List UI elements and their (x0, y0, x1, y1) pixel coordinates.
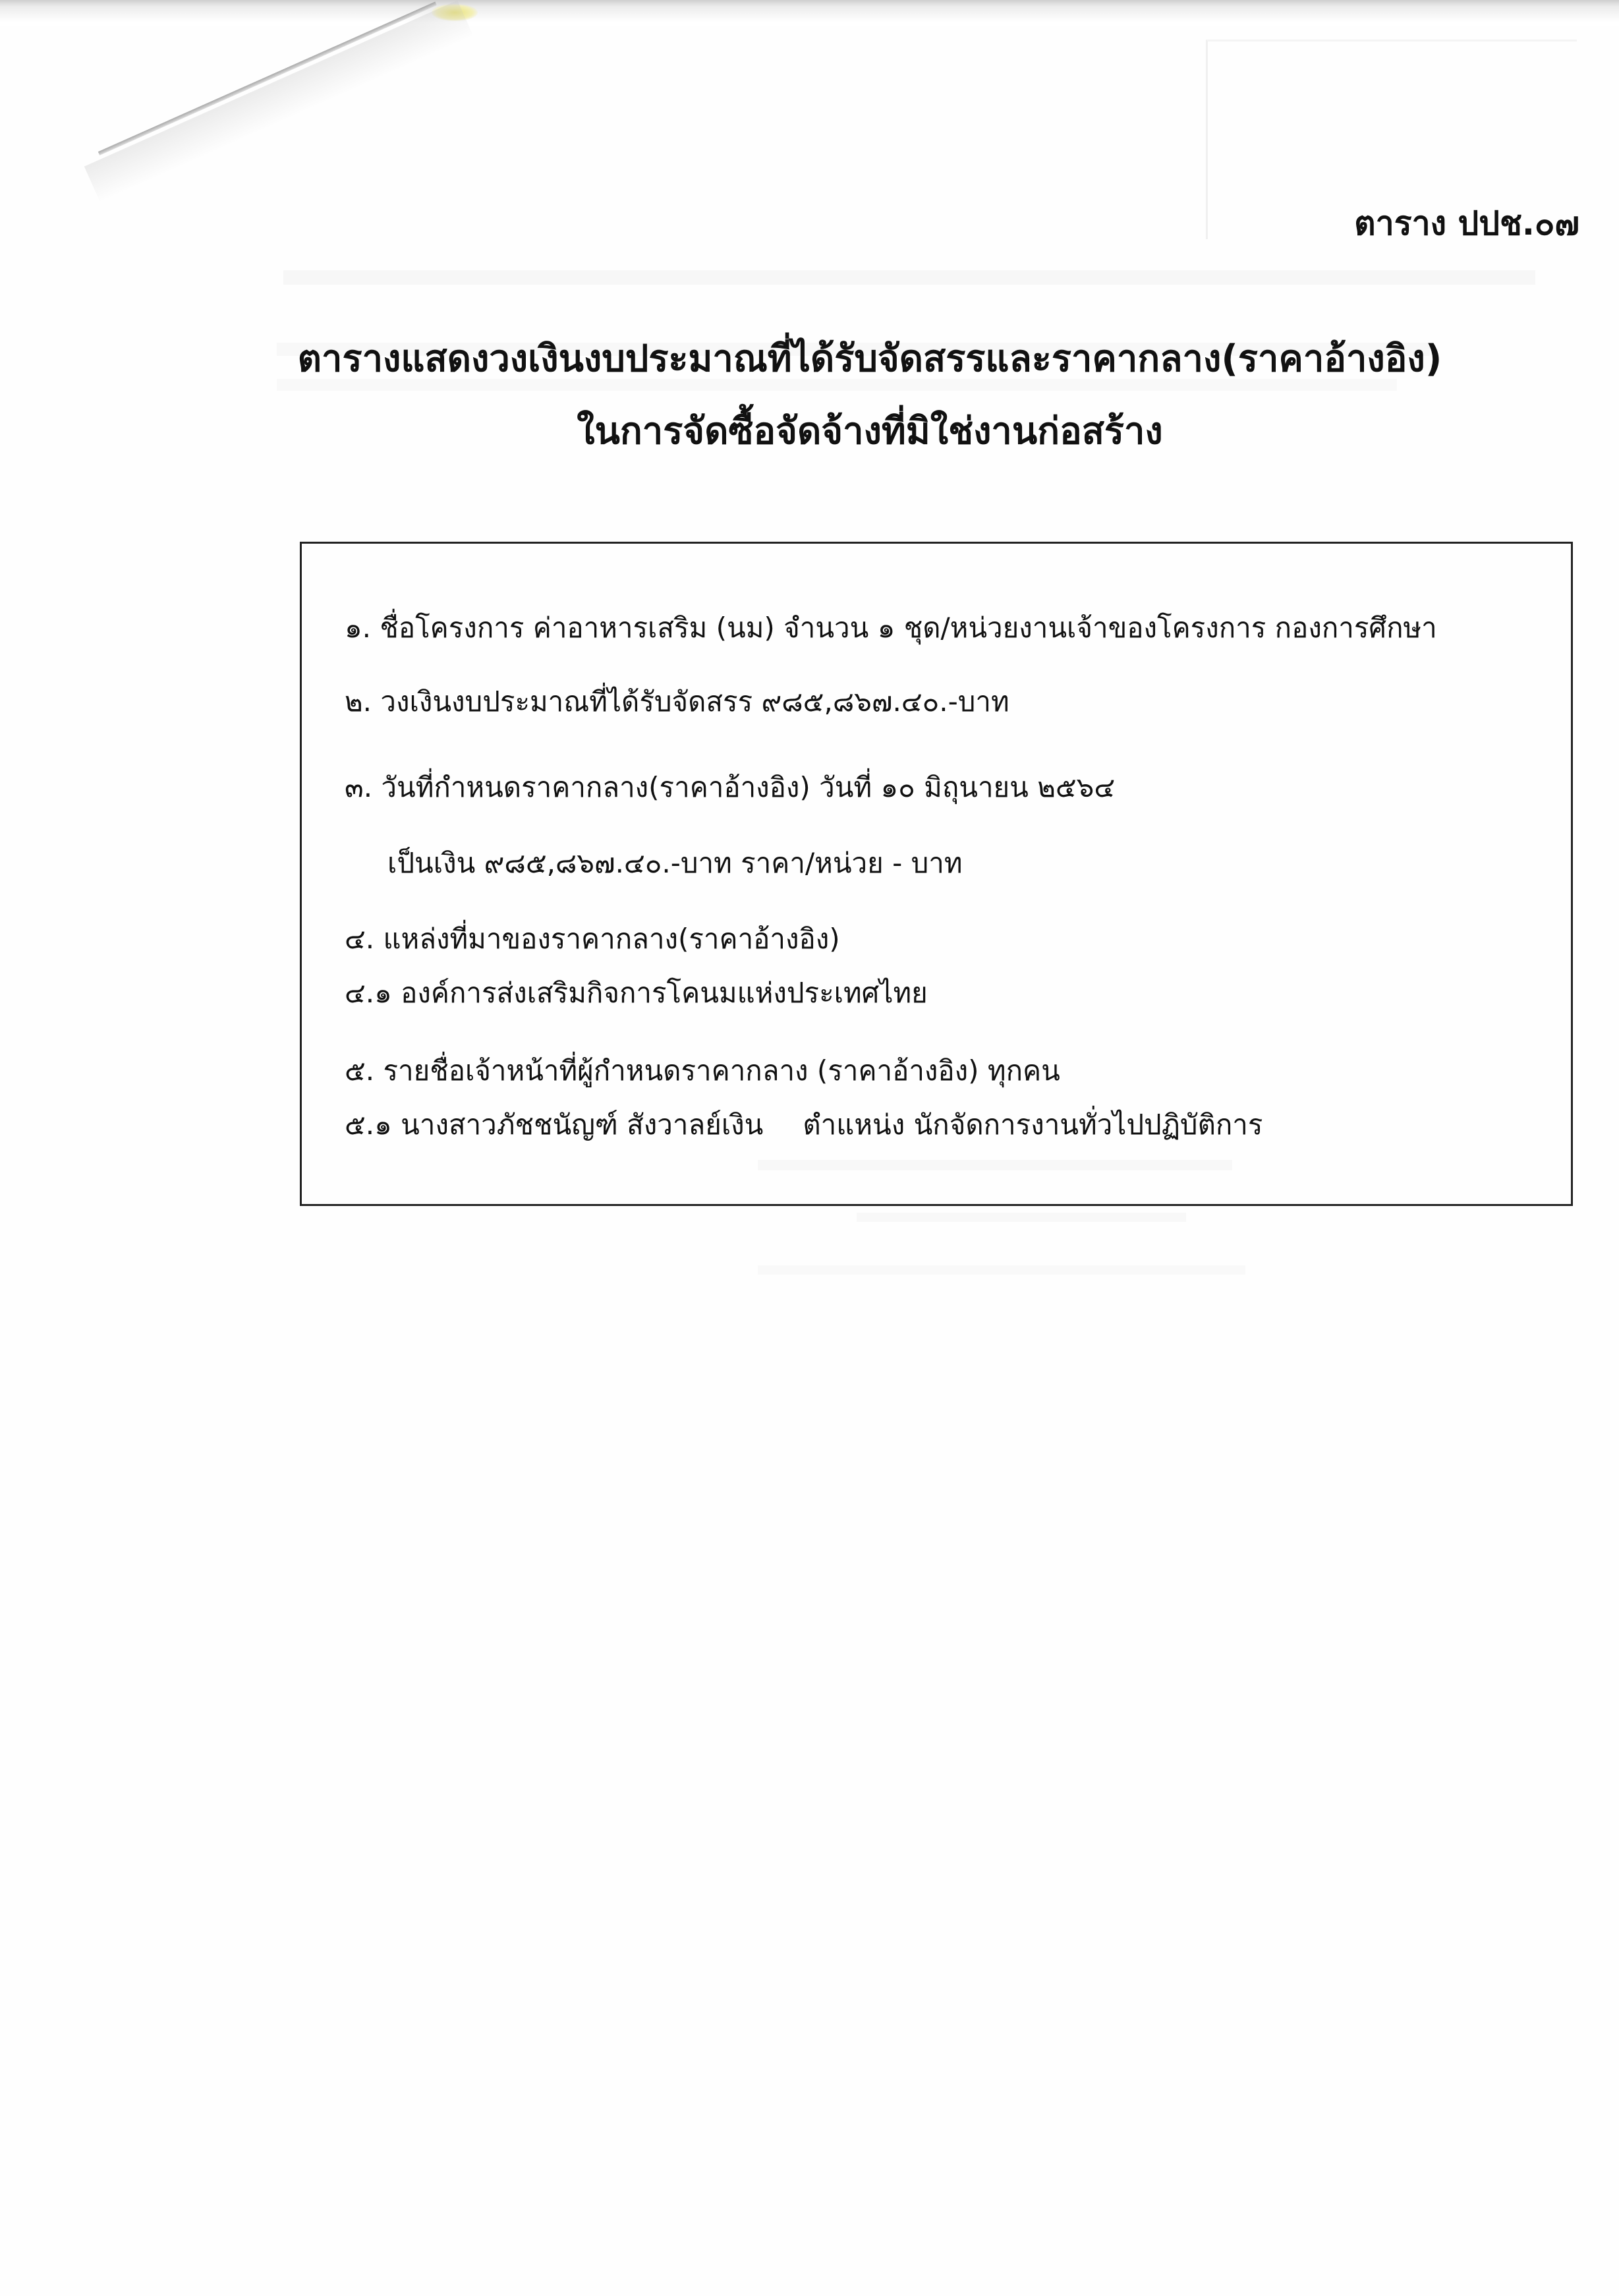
item-1-project-name: ๑. ชื่อโครงการ ค่าอาหารเสริม (นม) จำนวน ๑ ชุด/หน่วยงานเจ้าของโครงการ กองการศึกษา (345, 612, 1437, 644)
item-2-budget: ๒. วงเงินงบประมาณที่ได้รับจัดสรร ๙๘๕,๘๖๗.๔๐.-บาท (345, 685, 1009, 718)
officer-name: ๕.๑ นางสาวภัชชนัญฑ์ สังวาลย์เงิน (345, 1108, 764, 1141)
officer-position: ตำแหน่ง นักจัดการงานทั่วไปปฏิบัติการ (803, 1108, 1263, 1141)
item-3-amount-detail: เป็นเงิน ๙๘๕,๘๖๗.๔๐.-บาท ราคา/หน่วย - บาท (387, 847, 963, 879)
bleed-through-block (857, 1213, 1186, 1222)
bleed-through-block (283, 270, 1535, 285)
title-line-1: ตารางแสดงวงเงินงบประมาณที่ได้รับจัดสรรและราคากลาง(ราคาอ้างอิง) (297, 337, 1442, 380)
paper-fold-shadow (84, 0, 474, 202)
scan-top-edge (0, 0, 1619, 26)
form-code: ตาราง ปปช.๐๗ (1354, 204, 1579, 243)
bleed-through-block (758, 1265, 1245, 1275)
item-3-reference-date: ๓. วันที่กำหนดราคากลาง(ราคาอ้างอิง) วันที่ ๑๐ มิถุนายน ๒๕๖๔ (345, 771, 1116, 803)
item-5-officer-list: ๕. รายชื่อเจ้าหน้าที่ผู้กำหนดราคากลาง (ราคาอ้างอิง) ทุกคน (345, 1054, 1060, 1087)
item-4-1-source-org: ๔.๑ องค์การส่งเสริมกิจการโคนมแห่งประเทศไทย (345, 977, 928, 1009)
document-title (250, 323, 1489, 468)
item-4-price-source: ๔. แหล่งที่มาของราคากลาง(ราคาอ้างอิง) (345, 923, 840, 955)
title-line-2: ในการจัดซื้อจัดจ้างที่มิใช่งานก่อสร้าง (577, 410, 1163, 453)
info-box (300, 542, 1573, 1206)
item-5-1-officer (345, 1105, 1263, 1145)
